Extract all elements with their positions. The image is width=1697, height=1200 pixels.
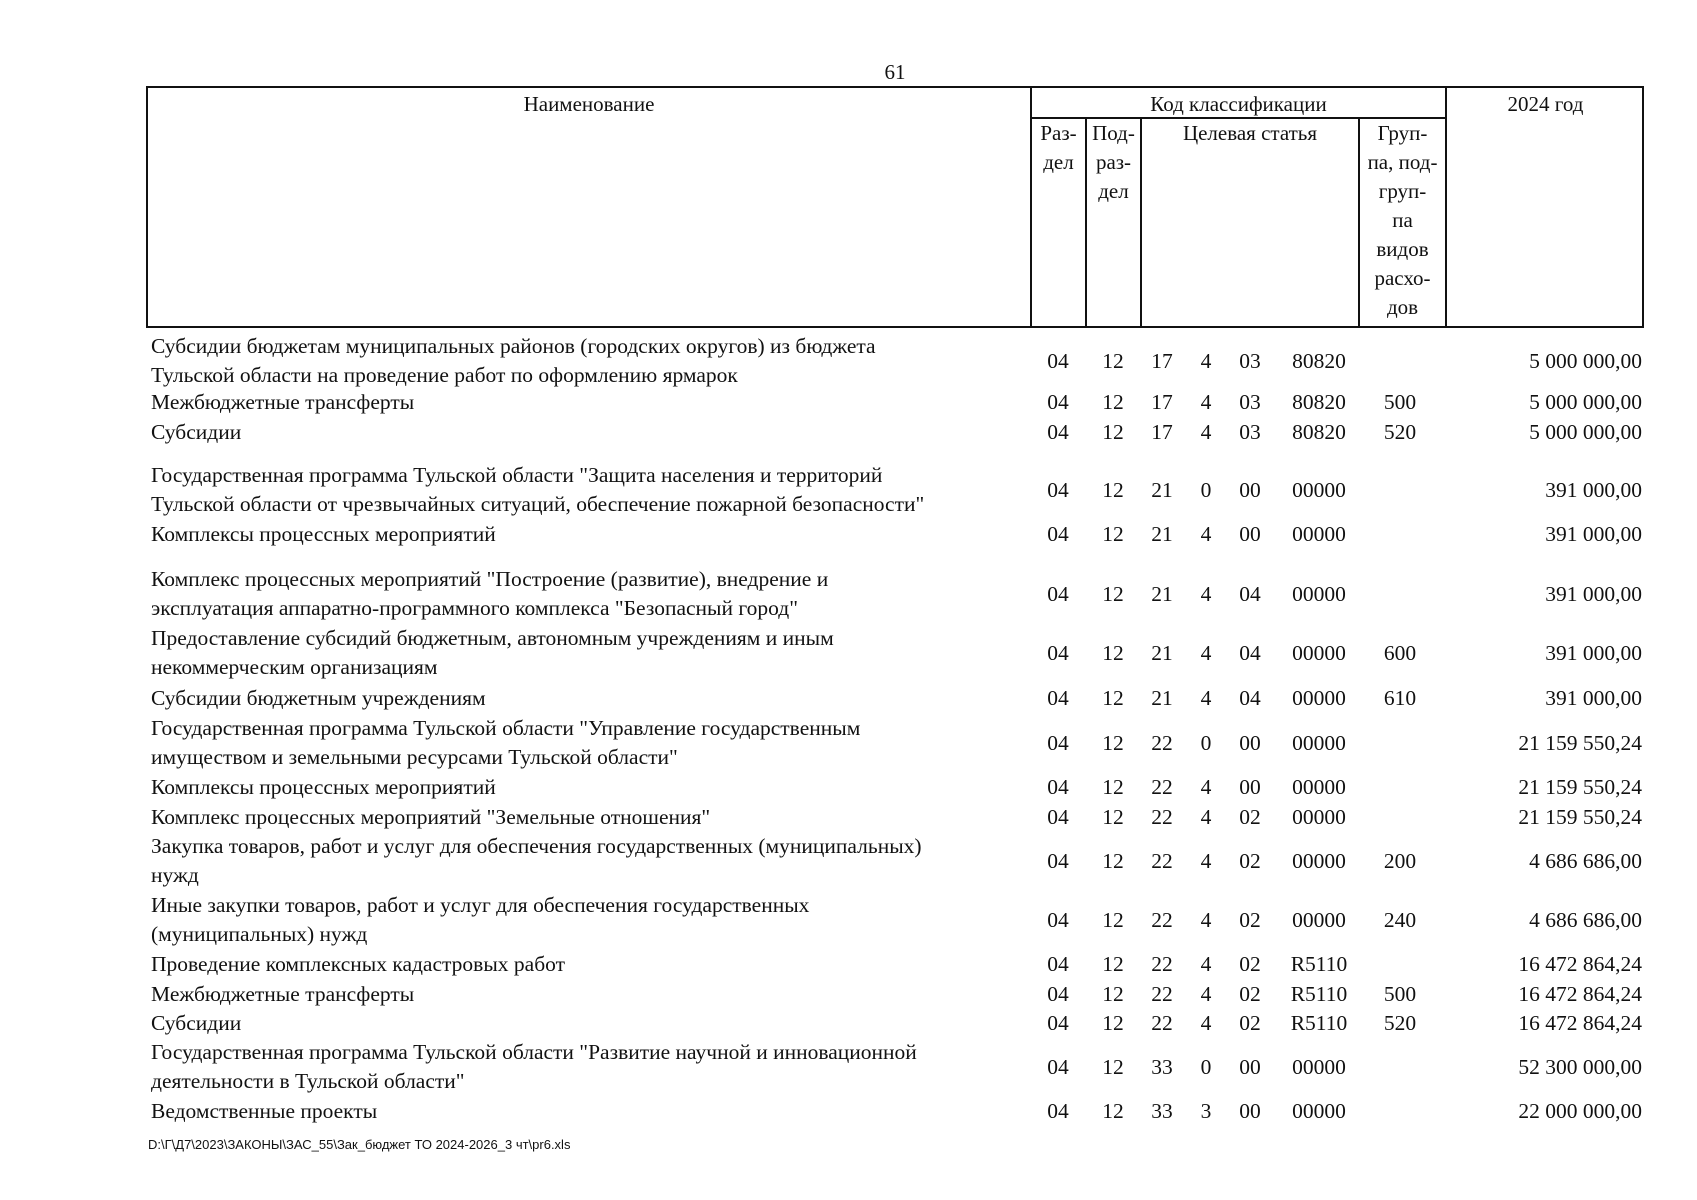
code-t1: 21 [1151,581,1173,606]
row-name [151,565,1021,623]
page-number: 61 [884,60,906,84]
code-p: 12 [1102,390,1124,414]
code-p: 12 [1102,640,1124,665]
table-row [0,980,1697,1009]
code-t2: 3 [1200,1099,1212,1123]
amount-2024: 21 159 550,24 [1518,775,1642,799]
code-t2: 4 [1200,848,1212,873]
amount-2024: 391 000,00 [1545,640,1642,665]
code-t4: 80820 [1292,420,1346,444]
row-name-line: Субсидии [151,1011,242,1035]
row-name-line: Субсидии бюджетам муниципальных районов (городских округов) из бюджета [151,334,876,358]
row-name-line: Предоставление субсидий бюджетным, автономным учреждениям и иным [151,626,834,650]
row-name-line: Субсидии [151,420,242,444]
code-t1: 17 [1151,420,1173,444]
code-t3: 04 [1239,640,1261,665]
row-name [151,1097,1021,1126]
row-name-line: Субсидии бюджетным учреждениям [151,686,486,710]
header-code: Код классификации [1150,92,1327,116]
code-t2: 0 [1200,730,1212,755]
code-p: 12 [1102,907,1124,932]
table-row [0,950,1697,979]
code-t1: 21 [1151,686,1173,710]
code-r: 04 [1047,805,1069,829]
code-t1: 17 [1151,390,1173,414]
amount-2024: 5 000 000,00 [1529,390,1642,414]
row-name [151,980,1021,1009]
row-name [151,461,1021,519]
code-r: 04 [1047,686,1069,710]
code-t2: 4 [1200,805,1212,829]
code-p: 12 [1102,477,1124,502]
row-name-line: Государственная программа Тульской области "Управление государственным [151,716,861,740]
row-name [151,714,1021,772]
code-t2: 4 [1200,686,1212,710]
code-r: 04 [1047,348,1069,373]
row-name [151,773,1021,802]
code-r: 04 [1047,1054,1069,1079]
amount-2024: 21 159 550,24 [1518,730,1642,755]
code-r: 04 [1047,420,1069,444]
amount-2024: 391 000,00 [1545,581,1642,606]
code-t1: 22 [1151,907,1173,932]
amount-2024: 16 472 864,24 [1518,952,1642,976]
table-row [0,520,1697,549]
code-t1: 22 [1151,952,1173,976]
code-t3: 04 [1239,581,1261,606]
row-name-line: Межбюджетные трансферты [151,390,415,414]
row-name-line: Государственная программа Тульской области "Развитие научной и инновационной [151,1040,917,1064]
code-t4: 80820 [1292,348,1346,373]
code-t2: 4 [1200,522,1212,546]
header-razdel: Раз- дел [1040,121,1077,174]
code-t3: 02 [1239,805,1261,829]
code-p: 12 [1102,420,1124,444]
amount-2024: 52 300 000,00 [1518,1054,1642,1079]
row-name-line: Государственная программа Тульской области "Защита населения и территорий [151,463,883,487]
row-name [151,418,1021,447]
code-t2: 4 [1200,390,1212,414]
amount-2024: 4 686 686,00 [1529,848,1642,873]
table-row [0,388,1697,417]
code-r: 04 [1047,775,1069,799]
code-g: 600 [1383,640,1417,665]
header-target: Целевая статья [1182,121,1318,145]
code-t1: 22 [1151,730,1173,755]
code-p: 12 [1102,581,1124,606]
table-row [0,773,1697,802]
code-g: 500 [1383,390,1417,414]
header-year: 2024 год [1507,92,1584,116]
code-p: 12 [1102,952,1124,976]
code-r: 04 [1047,982,1069,1006]
code-t2: 0 [1200,477,1212,502]
table-row [0,1097,1697,1126]
row-name [151,1009,1021,1038]
code-g: 520 [1383,420,1417,444]
amount-2024: 22 000 000,00 [1518,1099,1642,1123]
code-t3: 00 [1239,477,1261,502]
row-name [151,803,1021,832]
code-t3: 02 [1239,907,1261,932]
code-r: 04 [1047,730,1069,755]
code-t3: 03 [1239,420,1261,444]
row-name [151,684,1021,713]
row-name-line: Комплексы процессных мероприятий [151,775,496,799]
code-t3: 03 [1239,390,1261,414]
code-t4: 00000 [1292,1054,1346,1079]
code-t3: 00 [1239,775,1261,799]
table-row [0,891,1697,949]
code-t4: 00000 [1292,1099,1346,1123]
code-g: 500 [1383,982,1417,1006]
code-t4: 00000 [1292,805,1346,829]
row-name [151,832,1021,890]
amount-2024: 391 000,00 [1545,477,1642,502]
code-t2: 4 [1200,952,1212,976]
header-name: Наименование [523,92,655,116]
code-t4: 00000 [1292,775,1346,799]
row-name [151,520,1021,549]
code-p: 12 [1102,1011,1124,1035]
row-name-line: Иные закупки товаров, работ и услуг для обеспечения государственных [151,893,810,917]
code-t1: 21 [1151,522,1173,546]
code-r: 04 [1047,522,1069,546]
table-row [0,832,1697,890]
code-t2: 4 [1200,907,1212,932]
code-r: 04 [1047,640,1069,665]
row-name [151,950,1021,979]
code-r: 04 [1047,1011,1069,1035]
row-name [151,388,1021,417]
code-g: 520 [1383,1011,1417,1035]
table-row [0,461,1697,519]
code-p: 12 [1102,686,1124,710]
row-name-line: нужд [151,863,199,887]
code-t2: 4 [1200,775,1212,799]
row-name-line: Комплексы процессных мероприятий [151,522,496,546]
code-p: 12 [1102,805,1124,829]
header-podrazdel: Под- раз- дел [1092,121,1135,203]
row-name [151,624,1021,682]
file-path: D:\Г\Д7\2023\ЗАКОНЫ\ЗАС_55\Зак_бюджет ТО 2024-2026_3 чт\pr6.xls [148,1137,571,1152]
code-t3: 04 [1239,686,1261,710]
code-t3: 00 [1239,1054,1261,1079]
code-t3: 00 [1239,730,1261,755]
code-t1: 33 [1151,1099,1173,1123]
table-row [0,332,1697,390]
amount-2024: 5 000 000,00 [1529,420,1642,444]
code-t4: 00000 [1292,907,1346,932]
table-row [0,803,1697,832]
code-t4: 00000 [1292,522,1346,546]
code-t4: R5110 [1290,982,1348,1006]
row-name-line: (муниципальных) нужд [151,922,368,946]
row-name-line: эксплуатация аппаратно-программного комплекса "Безопасный город" [151,596,799,620]
code-p: 12 [1102,848,1124,873]
code-p: 12 [1102,982,1124,1006]
row-name-line: деятельности в Тульской области" [151,1069,465,1093]
code-g: 610 [1383,686,1417,710]
row-name-line: Тульской области от чрезвычайных ситуаций, обеспечение пожарной безопасности" [151,492,925,516]
code-r: 04 [1047,952,1069,976]
code-p: 12 [1102,348,1124,373]
code-t2: 4 [1200,581,1212,606]
code-t4: 00000 [1292,477,1346,502]
code-r: 04 [1047,848,1069,873]
row-name [151,891,1021,949]
amount-2024: 5 000 000,00 [1529,348,1642,373]
row-name-line: Межбюджетные трансферты [151,982,415,1006]
code-r: 04 [1047,907,1069,932]
code-p: 12 [1102,1054,1124,1079]
row-name-line: Тульской области на проведение работ по оформлению ярмарок [151,363,738,387]
code-t1: 21 [1151,477,1173,502]
row-name-line: Комплекс процессных мероприятий "Земельные отношения" [151,805,711,829]
table-row [0,418,1697,447]
code-t1: 21 [1151,640,1173,665]
code-t3: 03 [1239,348,1261,373]
code-t4: R5110 [1290,1011,1348,1035]
code-t1: 22 [1151,982,1173,1006]
table-row [0,565,1697,623]
code-t1: 22 [1151,848,1173,873]
table-row [0,684,1697,713]
code-t1: 22 [1151,775,1173,799]
code-t3: 02 [1239,848,1261,873]
table-row [0,1009,1697,1038]
code-t4: 80820 [1292,390,1346,414]
code-r: 04 [1047,390,1069,414]
code-t3: 00 [1239,522,1261,546]
code-t1: 22 [1151,805,1173,829]
code-p: 12 [1102,522,1124,546]
code-t4: 00000 [1292,581,1346,606]
amount-2024: 391 000,00 [1545,522,1642,546]
code-t2: 0 [1200,1054,1212,1079]
code-t4: 00000 [1292,730,1346,755]
code-t4: 00000 [1292,686,1346,710]
code-t3: 00 [1239,1099,1261,1123]
code-t4: R5110 [1290,952,1348,976]
code-t2: 4 [1200,348,1212,373]
code-p: 12 [1102,775,1124,799]
code-t2: 4 [1200,640,1212,665]
code-t3: 02 [1239,982,1261,1006]
code-t1: 17 [1151,348,1173,373]
code-r: 04 [1047,581,1069,606]
row-name [151,332,1021,390]
amount-2024: 21 159 550,24 [1518,805,1642,829]
code-t2: 4 [1200,982,1212,1006]
code-t4: 00000 [1292,848,1346,873]
code-t3: 02 [1239,952,1261,976]
amount-2024: 391 000,00 [1545,686,1642,710]
amount-2024: 16 472 864,24 [1518,982,1642,1006]
code-t3: 02 [1239,1011,1261,1035]
code-t2: 4 [1200,420,1212,444]
amount-2024: 4 686 686,00 [1529,907,1642,932]
table-row [0,1038,1697,1096]
row-name-line: некоммерческим организациям [151,655,438,679]
code-t4: 00000 [1292,640,1346,665]
table-row [0,624,1697,682]
row-name-line: Комплекс процессных мероприятий "Построение (развитие), внедрение и [151,567,829,591]
code-t1: 22 [1151,1011,1173,1035]
code-g: 200 [1383,848,1417,873]
table-row [0,714,1697,772]
row-name-line: Закупка товаров, работ и услуг для обеспечения государственных (муниципальных) [151,834,922,858]
amount-2024: 16 472 864,24 [1518,1011,1642,1035]
row-name-line: Ведомственные проекты [151,1099,378,1123]
code-r: 04 [1047,477,1069,502]
code-p: 12 [1102,730,1124,755]
code-p: 12 [1102,1099,1124,1123]
code-t1: 33 [1151,1054,1173,1079]
code-r: 04 [1047,1099,1069,1123]
code-t2: 4 [1200,1011,1212,1035]
row-name-line: Проведение комплексных кадастровых работ [151,952,565,976]
code-g: 240 [1383,907,1417,932]
row-name-line: имуществом и земельными ресурсами Тульской области" [151,745,678,769]
header-group: Груп- па, под- груп- па видов расхо- дов [1367,121,1438,319]
row-name [151,1038,1021,1096]
